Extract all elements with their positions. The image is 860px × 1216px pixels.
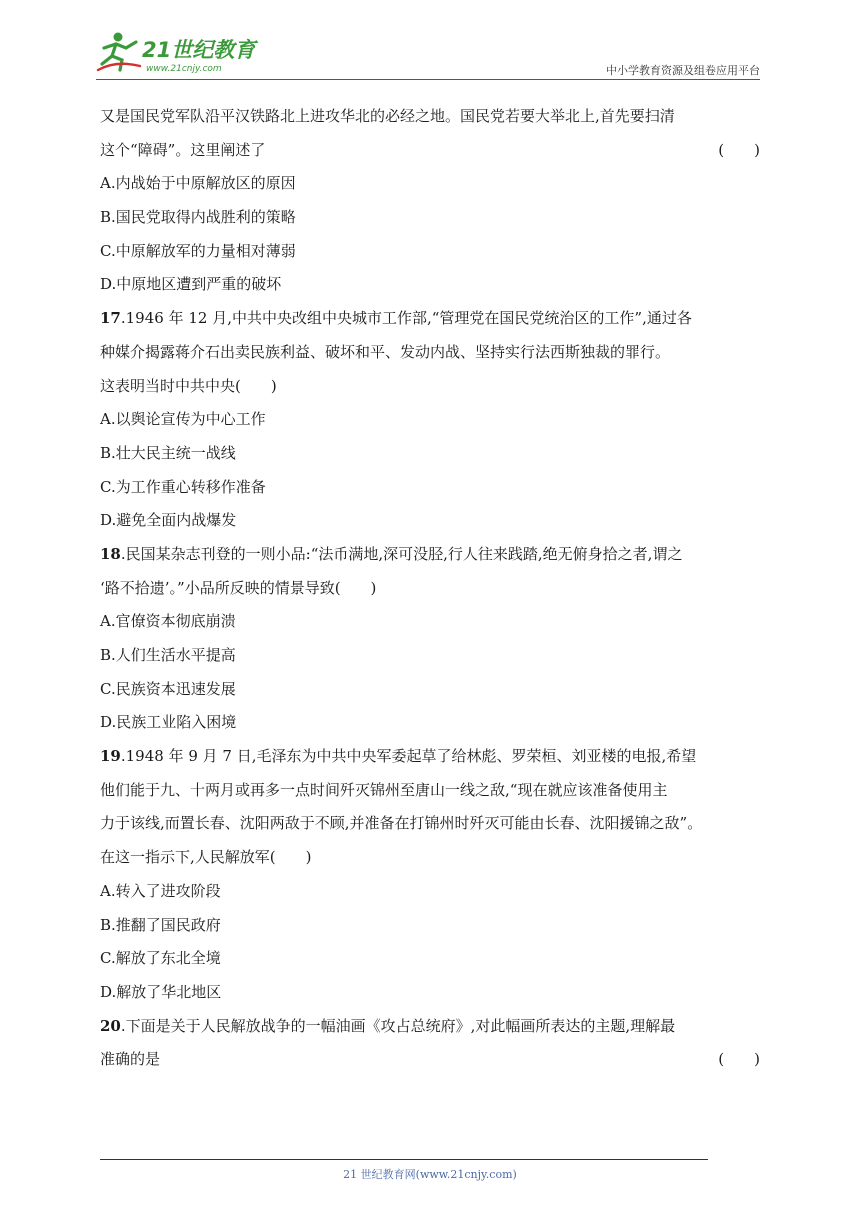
text-line [100,605,760,639]
question-number: 18 [100,544,121,563]
text-line [100,201,760,235]
text-line [100,336,760,370]
platform-title: 中小学教育资源及组卷应用平台 [606,64,760,77]
line-text: C.民族资本迅速发展 [100,679,236,698]
line-text: B.人们生活水平提高 [100,646,236,664]
question-number: 20 [100,1016,121,1035]
text-line [100,807,760,841]
line-text: 力于该线,而置长春、沈阳两敌于不顾,并准备在打锦州时歼灭可能由长春、沈阳援锦之敌”。 [100,814,703,833]
question-number: 17 [100,309,121,328]
line-text: .下面是关于人民解放战争的一幅油画《攻占总统府》,对此幅画所表达的主题,理解最 [120,1016,676,1035]
line-text: A.以舆论宣传为中心工作 [100,410,266,429]
text-line [100,504,760,538]
text-line [100,909,760,943]
line-text: D.中原地区遭到严重的破坏 [100,275,282,294]
line-text: 在这一指示下,人民解放军( ) [100,848,312,867]
footer-divider [100,1159,708,1160]
site-logo [96,30,266,76]
line-text: A.内战始于中原解放区的原因 [100,174,296,193]
text-line [100,875,760,909]
line-text: 种媒介揭露蒋介石出卖民族利益、破坏和平、发动内战、坚持实行法西斯独裁的罪行。 [100,342,671,361]
line-text: C.解放了东北全境 [100,949,221,968]
line-text: B.壮大民主统一战线 [100,443,236,462]
line-text: D.解放了华北地区 [100,982,222,1001]
text-line [100,471,760,505]
line-text: 又是国民党军队沿平汉铁路北上进攻华北的必经之地。国民党若要大举北上,首先要扫清 [100,107,675,125]
text-line [100,706,760,740]
line-text: .民国某杂志刊登的一则小品:“法币满地,深可没胫,行人往来践踏,绝无俯身拾之者,谓之 [120,544,683,563]
line-text: D.民族工业陷入困境 [100,713,237,732]
text-line [100,235,760,269]
line-text: .1948 年 9 月 7 日,毛泽东为中共中央军委起草了给林彪、罗荣桓、刘亚楼的电报,希望 [120,747,697,766]
line-text: A.官僚资本彻底崩溃 [100,612,236,631]
text-line [100,639,760,673]
text-line [100,841,760,875]
text-line [100,437,760,471]
line-text: C.中原解放军的力量相对薄弱 [100,241,296,260]
line-text: 这表明当时中共中央( ) [100,376,277,395]
line-text: 他们能于九、十两月或再多一点时间歼灭锦州至唐山一线之敌,“现在就应该准备使用主 [100,780,668,799]
text-line [100,134,760,168]
line-text: .1946 年 12 月,中共中央改组中央城市工作部,“管理党在国民党统治区的工作”,通过各 [120,309,692,328]
text-line [100,942,760,976]
answer-blank: ( ) [718,1050,760,1069]
text-line [100,100,760,134]
text-line [100,1043,760,1077]
text-line [100,370,760,404]
line-text: C.为工作重心转移作准备 [100,477,266,496]
header-divider [96,79,760,80]
line-text: B.国民党取得内战胜利的策略 [100,208,296,227]
line-text: A.转入了进攻阶段 [100,881,221,900]
line-text: B.推翻了国民政府 [100,915,221,934]
text-line [100,572,760,606]
text-line [100,302,760,336]
question-number: 19 [100,747,121,766]
text-line [100,1010,760,1044]
logo-text: 21世纪教育 [142,38,256,62]
answer-blank: ( ) [718,140,760,159]
line-text: 准确的是 [100,1050,161,1069]
page-footer: 21 世纪教育网(www.21cnjy.com) [343,1168,517,1181]
text-line [100,403,760,437]
line-text: D.避免全面内战爆发 [100,511,237,530]
logo-url: www.21cnjy.com [146,64,222,74]
text-line [100,976,760,1010]
text-line [100,268,760,302]
text-line [100,538,760,572]
text-line [100,673,760,707]
text-line [100,740,760,774]
page-header [96,30,760,80]
document-body [100,100,760,1077]
text-line [100,167,760,201]
running-figure-logo-icon [96,30,266,76]
line-text: ‘路不拾遗’。”小品所反映的情景导致( ) [100,578,377,597]
text-line [100,774,760,808]
line-text: 这个“障碍”。这里阐述了 [100,140,266,159]
